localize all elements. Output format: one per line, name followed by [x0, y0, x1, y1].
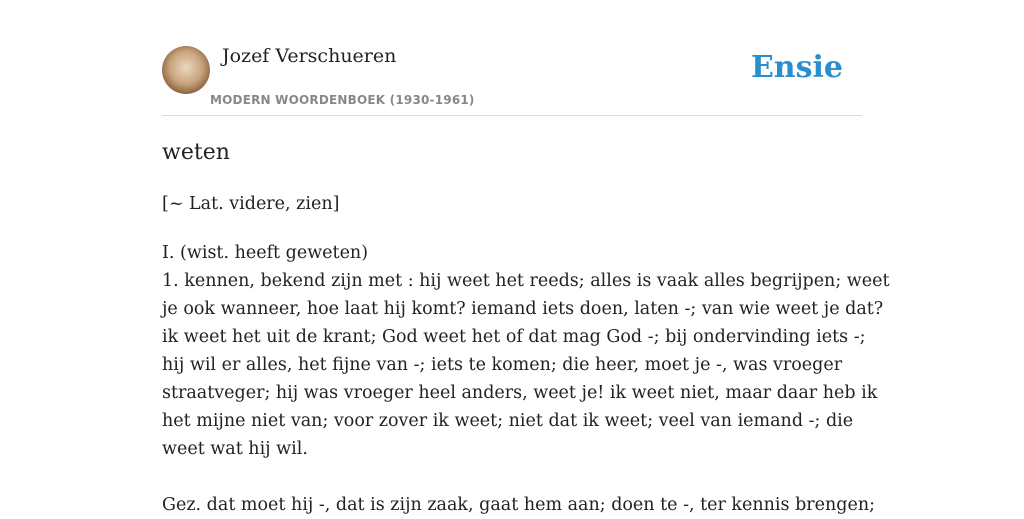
header — [162, 0, 862, 116]
page-title: weten — [162, 140, 230, 165]
definition-line: je ook wanneer, hoe laat hij komt? iemand iets doen, laten -; van wie weet je dat? — [162, 299, 884, 319]
definition-line: hij wil er alles, het fijne van -; iets te komen; die heer, moet je -, was vroeger — [162, 355, 843, 375]
source-label[interactable]: MODERN WOORDENBOEK (1930-1961) — [210, 93, 475, 107]
definition-line: 1. kennen, bekend zijn met : hij weet het reeds; alles is vaak alles begrijpen; weet — [162, 271, 890, 291]
avatar[interactable] — [162, 46, 210, 94]
definition-line: het mijne niet van; voor zover ik weet; niet dat ik weet; veel van iemand -; die — [162, 411, 854, 431]
definition-line: ik weet het uit de krant; God weet het of dat mag God -; bij ondervinding iets -; — [162, 327, 866, 347]
definition-body — [162, 239, 890, 519]
brand-logo[interactable]: Ensie — [750, 50, 843, 85]
definition-line: weet wat hij wil. — [162, 439, 308, 459]
page — [162, 0, 890, 515]
etymology: [~ Lat. videre, zien] — [162, 194, 340, 214]
definition-line: Gez. dat moet hij -, dat is zijn zaak, gaat hem aan; doen te -, ter kennis brengen; — [162, 495, 875, 515]
definition-line: I. (wist. heeft geweten) — [162, 243, 369, 263]
author-name[interactable]: Jozef Verschueren — [222, 45, 397, 67]
definition-line: straatveger; hij was vroeger heel anders, weet je! ik weet niet, maar daar heb ik — [162, 383, 878, 403]
paragraph-gap — [162, 463, 862, 491]
